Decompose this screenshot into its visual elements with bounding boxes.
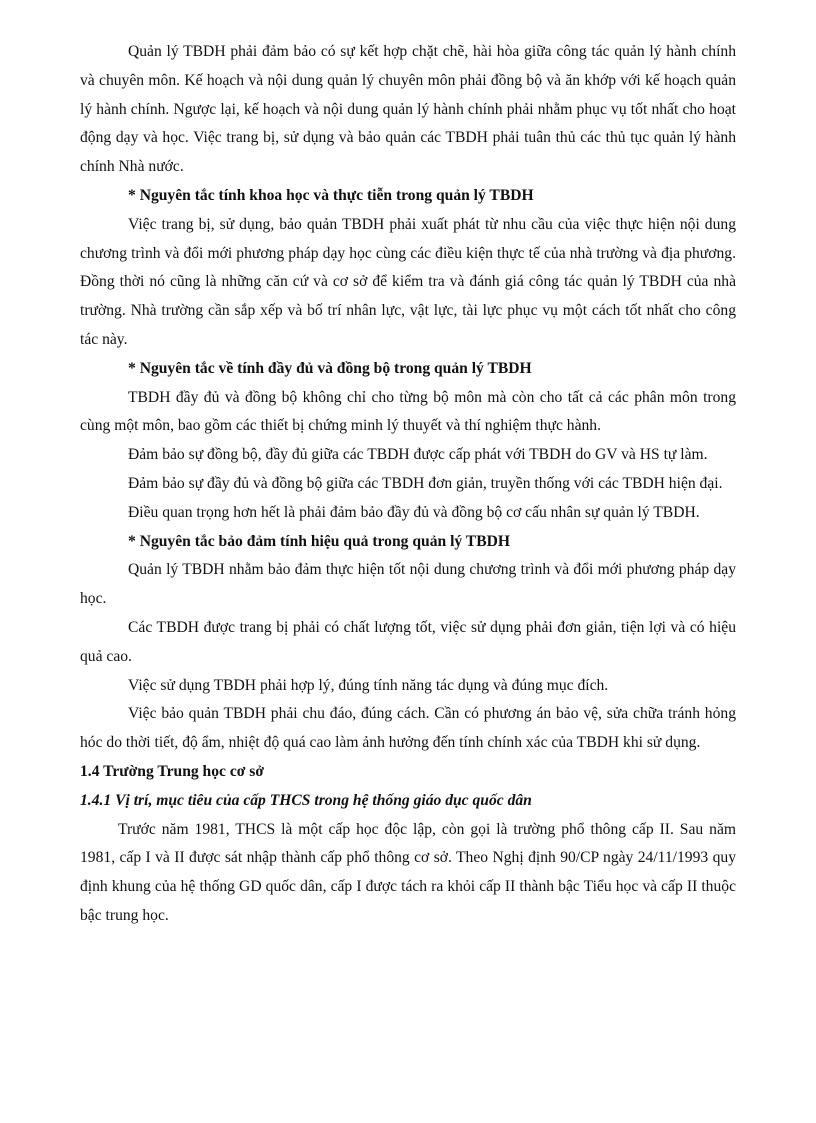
paragraph-effectiveness-quality: Các TBDH được trang bị phải có chất lượng tốt, việc sử dụng phải đơn giản, tiện lợi và có hiệu quả cao. [80, 618, 736, 665]
paragraph-completeness-selfmade: Đảm bảo sự đồng bộ, đầy đủ giữa các TBDH được cấp phát với TBDH do GV và HS tự làm. [128, 446, 708, 464]
paragraph-thcs-history: Trước năm 1981, THCS là một cấp học độc lập, còn gọi là trường phổ thông cấp II. Sau năm 1981, cấp I và II được sát nhập thành cấp phổ thông cơ sở. Theo Nghị định 90/CP ngày 24/11/1993 quy định khung của hệ thống GD quốc dân, cấp I được tách ra khỏi cấp II thành bậc Tiểu học và cấp II thuộc bậc trung học. [80, 820, 736, 924]
heading-effectiveness-principle: * Nguyên tắc bảo đảm tính hiệu quả trong quản lý TBDH [128, 532, 511, 550]
section-heading-1-4: 1.4 Trường Trung học cơ sở [80, 762, 265, 780]
paragraph-effectiveness-preservation: Việc bảo quản TBDH phải chu đáo, đúng cách. Cần có phương án bảo vệ, sửa chữa tránh hỏng hóc do thời tiết, độ ẩm, nhiệt độ quá cao làm ảnh hưởng đến tính chính xác của TBDH khi sử dụng. [80, 705, 736, 752]
heading-scientific-practical-principle: * Nguyên tắc tính khoa học và thực tiễn trong quản lý TBDH [128, 186, 534, 204]
paragraph-admin-coordination: Quản lý TBDH phải đảm bảo có sự kết hợp chặt chẽ, hài hòa giữa công tác quản lý hành chính và chuyên môn. Kế hoạch và nội dung quản lý chuyên môn phải đồng bộ và ăn khớp với kế hoạch quản lý hành chính. Ngược lại, kế hoạch và nội dung quản lý hành chính phải nhằm phục vụ tốt nhất cho hoạt động dạy và học. Việc trang bị, sử dụng và bảo quản các TBDH phải tuân thủ các thủ tục quản lý hành chính Nhà nước. [80, 43, 736, 176]
paragraph-completeness-modern: Đảm bảo sự đầy đủ và đồng bộ giữa các TBDH đơn giản, truyền thống với các TBDH hiện đại. [128, 474, 723, 492]
paragraph-completeness-subjects: TBDH đầy đủ và đồng bộ không chỉ cho từng bộ môn mà còn cho tất cả các phân môn trong cùng một môn, bao gồm các thiết bị chứng minh lý thuyết và thí nghiệm thực hành. [80, 388, 736, 435]
paragraph-scientific-practical: Việc trang bị, sử dụng, bảo quản TBDH phải xuất phát từ nhu cầu của việc thực hiện nội dung chương trình và đổi mới phương pháp dạy học cùng các điều kiện thực tế của nhà trường và địa phương. Đồng thời nó cũng là những căn cứ và cơ sở để kiểm tra và đánh giá công tác quản lý TBDH của nhà trường. Nhà trường cần sắp xếp và bố trí nhân lực, vật lực, tài lực phục vụ một cách tốt nhất cho công tác này. [80, 215, 736, 348]
paragraph-effectiveness-goal: Quản lý TBDH nhằm bảo đảm thực hiện tốt nội dung chương trình và đổi mới phương pháp dạy học. [80, 561, 736, 608]
paragraph-effectiveness-usage: Việc sử dụng TBDH phải hợp lý, đúng tính năng tác dụng và đúng mục đích. [128, 676, 609, 694]
paragraph-completeness-staff: Điều quan trọng hơn hết là phải đảm bảo đầy đủ và đồng bộ cơ cấu nhân sự quản lý TBDH. [128, 503, 700, 521]
heading-completeness-principle: * Nguyên tắc về tính đầy đủ và đồng bộ trong quản lý TBDH [128, 359, 532, 377]
subsection-heading-1-4-1: 1.4.1 Vị trí, mục tiêu của cấp THCS trong hệ thống giáo dục quốc dân [80, 791, 532, 809]
